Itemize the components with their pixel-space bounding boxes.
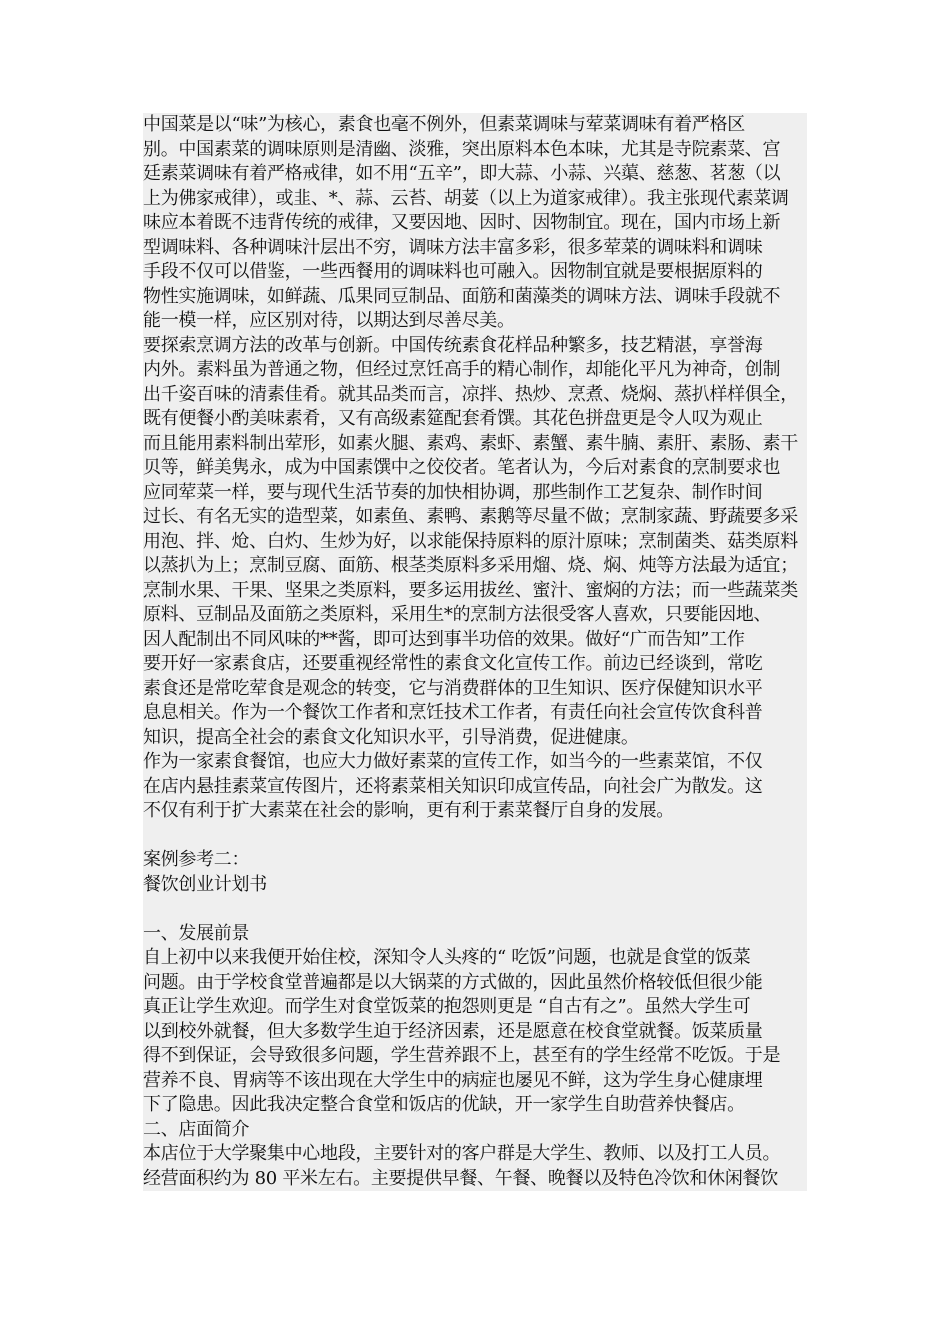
text-line: 不仅有利于扩大素菜在社会的影响，更有利于素菜餐厅自身的发展。 [143,800,674,821]
text-line: 而且能用素料制出荤形，如素火腿、素鸡、素虾、素蟹、素牛腩、素肝、素肠、素干 [143,432,798,454]
text-line: 知识，提高全社会的素食文化知识水平，引导消费，促进健康。 [143,726,639,748]
text-line: 要探索烹调方法的改革与创新。中国传统素食花样品种繁多，技艺精湛，享誉海 [143,334,763,356]
section-label: 案例参考二： [143,849,250,870]
text-line: 原料、豆制品及面筋之类原料，采用生*的烹制方法很受客人喜欢，只要能因地、 [143,604,772,625]
text-line: 本店位于大学聚集中心地段，主要针对的客户群是大学生、教师、以及打工人员。 [143,1143,781,1164]
text-line: 味应本着既不违背传统的戒律，又要因地、因时、因物制宜。现在，国内市场上新 [143,212,781,233]
text-line: 问题。由于学校食堂普遍都是以大锅菜的方式做的，因此虽然价格较低但很少能 [143,971,763,993]
text-line: 真正让学生欢迎。而学生对食堂饭菜的抱怨则更是 “自古有之”。虽然大学生可 [143,996,751,1017]
text-line: 在店内悬挂素菜宣传图片，还将素菜相关知识印成宣传品，向社会广为散发。这 [143,775,763,797]
text-line: 素食还是常吃荤食是观念的转变，它与消费群体的卫生知识、医疗保健知识水平 [143,677,763,699]
text-line: 自上初中以来我便开始住校，深知令人头疼的“ 吃饭”问题，也就是食堂的饭菜 [143,947,751,968]
blank-line [143,897,807,922]
document-text-block [143,113,807,1191]
blank-line [143,824,807,849]
text-line: 廷素菜调味有着严格戒律，如不用“五辛”，即大蒜、小蒜、兴蕖、慈葱、茗葱（以 [143,163,781,184]
text-line: 型调味料、各种调味汁层出不穷，调味方法丰富多彩，很多荤菜的调味料和调味 [143,236,763,258]
text-line: 得不到保证，会导致很多问题，学生营养跟不上，甚至有的学生经常不吃饭。于是 [143,1045,781,1066]
document-title: 餐饮创业计划书 [143,873,267,895]
text-line: 营养不良、胃病等不该出现在大学生中的病症也屡见不鲜，这为学生身心健康埋 [143,1069,763,1091]
text-line: 上为佛家戒律），或韭、*、蒜、云苔、胡荽（以上为道家戒律）。我主张现代素菜调 [143,187,789,209]
section-heading: 一、发展前景 [143,922,250,944]
text-line: 以到校外就餐，但大多数学生迫于经济因素，还是愿意在校食堂就餐。饭菜质量 [143,1020,763,1042]
text-line: 用泡、拌、炝、白灼、生炒为好，以求能保持原料的原汁原味；烹制菌类、菇类原料 [143,530,798,552]
text-line: 既有便餐小酌美味素肴，又有高级素筵配套肴馔。其花色拼盘更是令人叹为观止 [143,408,763,429]
text-line: 因人配制出不同风味的**酱，即可达到事半功倍的效果。做好“广而告知”工作 [143,628,745,650]
text-line: 以蒸扒为上；烹制豆腐、面筋、根茎类原料多采用熘、烧、焖、炖等方法最为适宜； [143,555,798,576]
text-line: 物性实施调味，如鲜蔬、瓜果同豆制品、面筋和菌藻类的调味方法、调味手段就不 [143,285,781,307]
text-line: 烹制水果、干果、坚果之类原料，要多运用拔丝、蜜汁、蜜焖的方法；而一些蔬菜类 [143,579,798,601]
text-line: 中国菜是以“味”为核心，素食也毫不例外，但素菜调味与荤菜调味有着严格区 [143,114,745,135]
section-heading: 二、店面简介 [143,1118,250,1140]
text-line: 能一模一样，应区别对待，以期达到尽善尽美。 [143,310,515,331]
text-line: 息息相关。作为一个餐饮工作者和烹饪技术工作者，有责任向社会宣传饮食科普 [143,702,763,723]
text-line: 手段不仅可以借鉴，一些西餐用的调味料也可融入。因物制宜就是要根据原料的 [143,261,763,282]
text-line: 贝等，鲜美隽永，成为中国素馔中之佼佼者。笔者认为，今后对素食的烹制要求也 [143,457,781,478]
text-line: 过长、有名无实的造型菜，如素鱼、素鸭、素鹅等尽量不做；烹制家蔬、野蔬要多采 [143,506,798,527]
text-line: 作为一家素食餐馆，也应大力做好素菜的宣传工作，如当今的一些素菜馆，不仅 [143,751,763,772]
text-line: 应同荤菜一样，要与现代生活节奏的加快相协调，那些制作工艺复杂、制作时间 [143,481,763,503]
text-line: 别。中国素菜的调味原则是清幽、淡雅，突出原料本色本味，尤其是寺院素菜、宫 [143,138,781,160]
text-line: 下了隐患。因此我决定整合食堂和饭店的优缺，开一家学生自助营养快餐店。 [143,1094,745,1115]
text-line: 出千姿百味的清素佳肴。就其品类而言，凉拌、热炒、烹煮、烧焖、蒸扒样样俱全， [143,383,798,405]
text-line: 经营面积约为 80 平米左右。主要提供早餐、午餐、晚餐以及特色冷饮和休闲餐饮 [143,1167,778,1189]
text-line: 要开好一家素食店，还要重视经常性的素食文化宣传工作。前边已经谈到，常吃 [143,653,763,674]
text-line: 内外。素料虽为普通之物，但经过烹饪高手的精心制作，却能化平凡为神奇，创制 [143,359,781,380]
